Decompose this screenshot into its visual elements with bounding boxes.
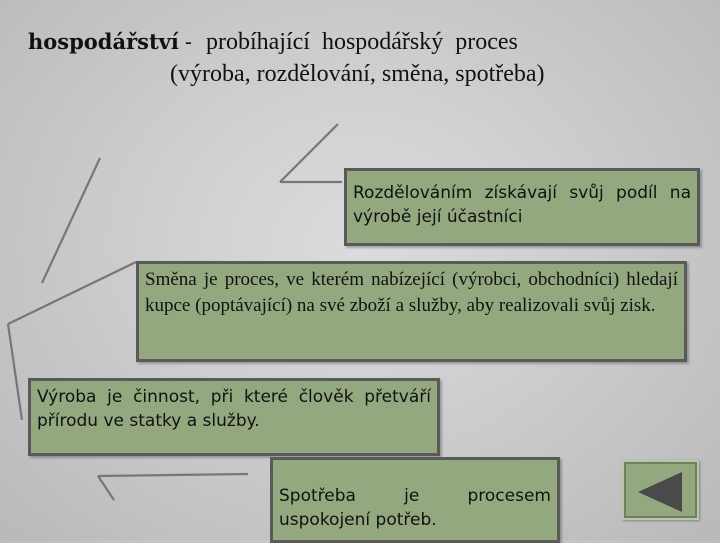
box-rozdelovani: [344, 168, 700, 246]
back-button[interactable]: [622, 460, 699, 520]
box-spotreba-text: Spotřeba je procesem uspokojení potřeb.: [279, 486, 551, 530]
connector-line: [42, 158, 100, 283]
connector-line: [98, 474, 248, 476]
box-rozdelovani-text: Rozdělováním získávají svůj podíl na výrobě její účastníci: [353, 183, 691, 227]
box-vyroba: [28, 378, 440, 456]
box-smena-text: Směna je proces, ve kterém nabízející (výrobci, obchodníci) hledají kupce (poptávající) na své zboží a služby, aby realizovali svůj zisk.: [145, 269, 678, 316]
title-line-2: (výroba, rozdělování, směna, spotřeba): [170, 61, 545, 87]
connector-line: [8, 262, 136, 324]
title-term: hospodářství: [28, 29, 179, 54]
box-spotreba: [270, 457, 560, 543]
title-definition: probíhající hospodářský proces: [205, 29, 518, 55]
connector-line: [98, 476, 114, 500]
title-dash: -: [184, 30, 192, 54]
triangle-left-icon: [624, 462, 701, 522]
box-vyroba-text: Výroba je činnost, při které člověk přetváří přírodu ve statky a služby.: [37, 387, 431, 431]
box-smena: [136, 261, 687, 362]
connector-line: [280, 124, 338, 182]
connector-line: [8, 324, 22, 420]
